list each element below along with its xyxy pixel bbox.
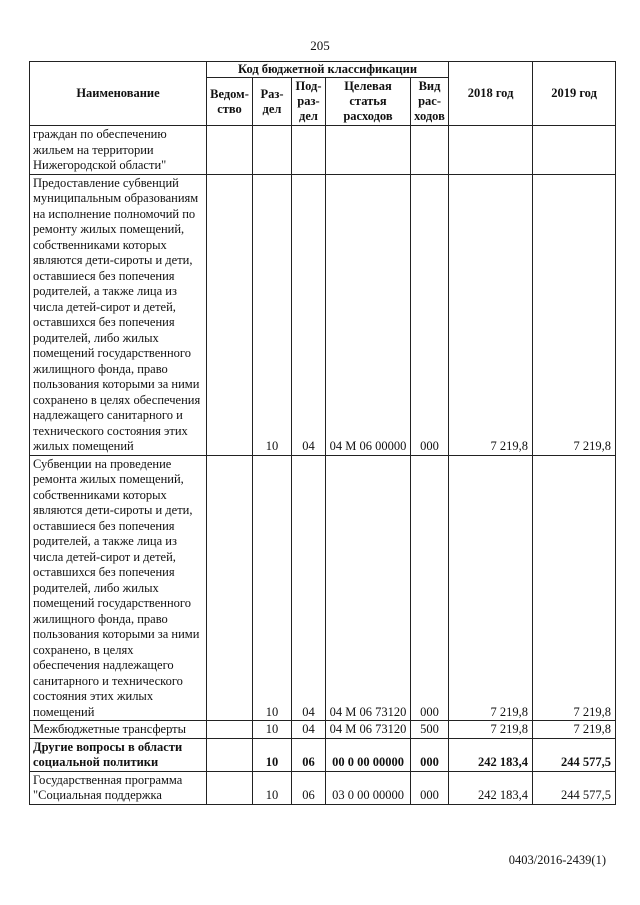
row-podrazdel: [292, 126, 326, 175]
row-vid: 000: [411, 738, 449, 771]
row-vedomstvo: [207, 455, 253, 721]
row-2019: 7 219,8: [533, 174, 616, 455]
row-podrazdel: 04: [292, 174, 326, 455]
row-razdel: 10: [253, 721, 292, 739]
table-row: [30, 174, 616, 455]
row-target: 04 М 06 00000: [326, 174, 411, 455]
row-vid: [411, 126, 449, 175]
row-razdel: 10: [253, 455, 292, 721]
row-2018: [449, 126, 533, 175]
row-vid: 000: [411, 174, 449, 455]
row-razdel: 10: [253, 738, 292, 771]
header-row-top: [30, 62, 616, 78]
row-podrazdel: 04: [292, 721, 326, 739]
row-vedomstvo: [207, 721, 253, 739]
header-vid: Вид рас-ходов: [411, 78, 449, 126]
table-row: [30, 721, 616, 739]
row-2018: 242 183,4: [449, 771, 533, 804]
row-name: Другие вопросы в области социальной политики: [30, 738, 207, 771]
row-razdel: 10: [253, 771, 292, 804]
row-2018: 242 183,4: [449, 738, 533, 771]
row-target: 04 М 06 73120: [326, 455, 411, 721]
row-2019: 7 219,8: [533, 721, 616, 739]
row-vid: 000: [411, 455, 449, 721]
header-name: Наименование: [30, 62, 207, 126]
row-vedomstvo: [207, 771, 253, 804]
row-target: 03 0 00 00000: [326, 771, 411, 804]
header-razdel: Раз-дел: [253, 78, 292, 126]
row-vedomstvo: [207, 174, 253, 455]
row-2018: 7 219,8: [449, 721, 533, 739]
budget-table: [29, 61, 616, 805]
row-2019: 244 577,5: [533, 771, 616, 804]
row-target: 00 0 00 00000: [326, 738, 411, 771]
row-2018: 7 219,8: [449, 455, 533, 721]
row-podrazdel: 06: [292, 738, 326, 771]
row-name: Государственная программа "Социальная поддержка: [30, 771, 207, 804]
row-name: Субвенции на проведение ремонта жилых помещений, собственниками которых являются дети-сироты и дети, оставшиеся без попечения родителей, а также лица из числа детей-сирот и детей, оставшихся без попечения родителей, либо жилых помещений государственного жилищного фонда, право пользования которыми за ними сохранено, в целях обеспечения надлежащего санитарного и технического состояния этих жилых помещений: [30, 455, 207, 721]
row-vid: 500: [411, 721, 449, 739]
header-2019: 2019 год: [533, 62, 616, 126]
row-podrazdel: 04: [292, 455, 326, 721]
row-name: Предоставление субвенций муниципальным образованиям на исполнение полномочий по ремонту жилых помещений, собственниками которых являются дети-сироты и дети, оставшиеся без попечения родителей, а также лица из числа детей-сирот и детей, оставшихся без попечения родителей, либо жилых помещений государственного жилищного фонда, право пользования которыми за ними сохранено в целях обеспечения надлежащего санитарного и технического состояния этих жилых помещений: [30, 174, 207, 455]
row-target: 04 М 06 73120: [326, 721, 411, 739]
header-podrazdel: Под-раз-дел: [292, 78, 326, 126]
row-name: Межбюджетные трансферты: [30, 721, 207, 739]
row-2018: 7 219,8: [449, 174, 533, 455]
row-razdel: [253, 126, 292, 175]
row-name: граждан по обеспечению жильем на территории Нижегородской области": [30, 126, 207, 175]
row-2019: 244 577,5: [533, 738, 616, 771]
row-vid: 000: [411, 771, 449, 804]
row-2019: [533, 126, 616, 175]
row-2019: 7 219,8: [533, 455, 616, 721]
row-target: [326, 126, 411, 175]
table-row: [30, 455, 616, 721]
header-code-group: Код бюджетной классификации: [207, 62, 449, 78]
document-code: 0403/2016-2439(1): [508, 853, 606, 867]
row-razdel: 10: [253, 174, 292, 455]
page-number: 205: [310, 38, 330, 53]
header-target: Целевая статья расходов: [326, 78, 411, 126]
row-podrazdel: 06: [292, 771, 326, 804]
table-row: [30, 771, 616, 804]
row-vedomstvo: [207, 126, 253, 175]
row-vedomstvo: [207, 738, 253, 771]
table-row: [30, 738, 616, 771]
header-2018: 2018 год: [449, 62, 533, 126]
table-row: [30, 126, 616, 175]
header-vedomstvo: Ведом-ство: [207, 78, 253, 126]
